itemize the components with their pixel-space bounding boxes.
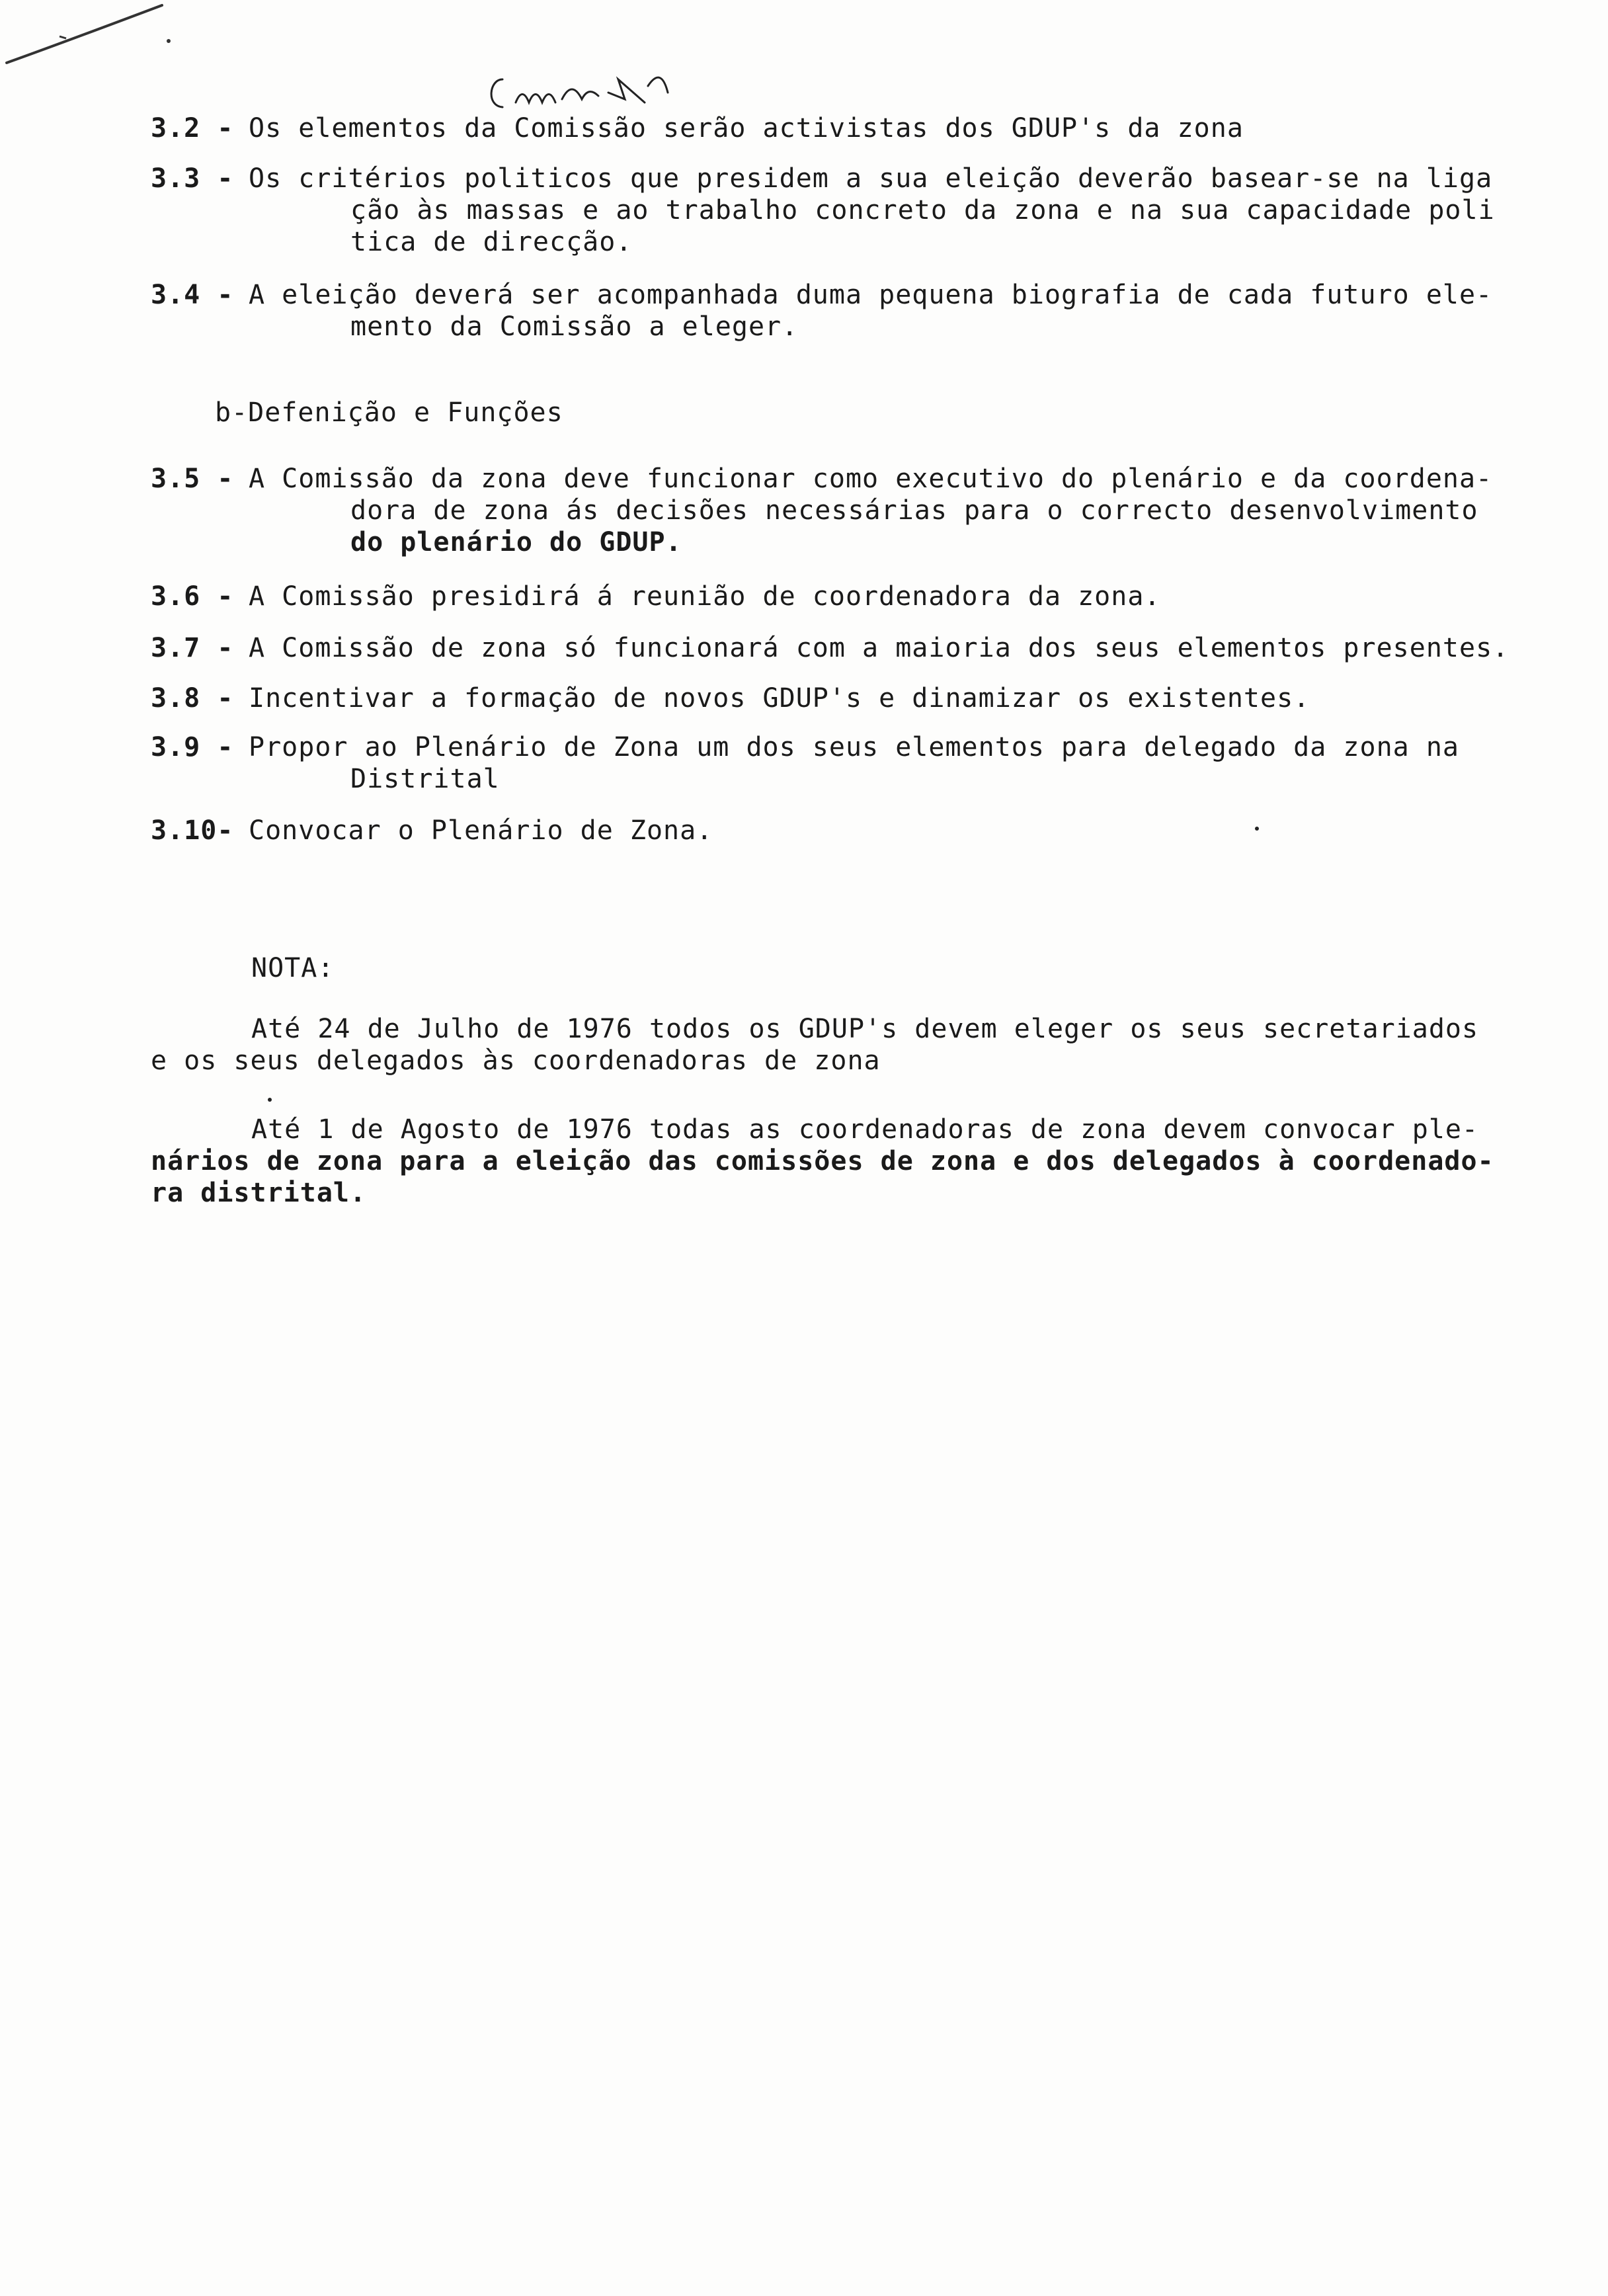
item-line: do plenário do GDUP. bbox=[350, 527, 682, 557]
nota-paragraph-1 bbox=[151, 1013, 1539, 1077]
item-3-8 bbox=[151, 682, 1526, 714]
item-line: tica de direcção. bbox=[350, 227, 633, 257]
item-number: 3.3 - bbox=[151, 163, 234, 194]
item-number: 3.4 - bbox=[151, 280, 234, 310]
item-number: 3.8 - bbox=[151, 683, 234, 714]
item-line: Os elementos da Comissão serão activistas dos GDUP's da zona bbox=[249, 113, 1244, 144]
section-heading: b-Defenição e Funções bbox=[215, 397, 563, 428]
paragraph-line: Até 24 de Julho de 1976 todos os GDUP's devem eleger os seus secretariados bbox=[251, 1014, 1479, 1044]
item-line: Propor ao Plenário de Zona um dos seus elementos para delegado da zona na bbox=[249, 732, 1459, 762]
item-3-6 bbox=[151, 581, 1526, 612]
item-number: 3.7 - bbox=[151, 633, 234, 663]
paragraph-line: nários de zona para a eleição das comissões de zona e dos delegados à coordenado- bbox=[151, 1146, 1494, 1176]
item-line: Os critérios politicos que presidem a sua eleição deverão basear-se na liga bbox=[249, 163, 1493, 194]
item-number: 3.5 - bbox=[151, 464, 234, 494]
item-line: A eleição deverá ser acompanhada duma pequena biografia de cada futuro ele- bbox=[249, 280, 1493, 310]
item-line: A Comissão da zona deve funcionar como executivo do plenário e da coordena- bbox=[249, 464, 1493, 494]
item-line: Convocar o Plenário de Zona. bbox=[249, 815, 713, 846]
item-number: 3.2 - bbox=[151, 113, 234, 144]
item-3-5 bbox=[151, 463, 1526, 558]
item-line: A Comissão de zona só funcionará com a maioria dos seus elementos presentes. bbox=[249, 633, 1509, 663]
item-line: Distrital bbox=[350, 764, 500, 794]
item-line: ção às massas e ao trabalho concreto da zona e na sua capacidade poli bbox=[350, 195, 1495, 226]
ink-speck bbox=[268, 1098, 272, 1102]
ink-speck bbox=[1255, 827, 1259, 831]
item-3-3 bbox=[151, 163, 1526, 258]
item-line: dora de zona ás decisões necessárias para o correcto desenvolvimento bbox=[350, 495, 1478, 526]
item-number: 3.10- bbox=[151, 815, 234, 846]
paragraph-line: e os seus delegados às coordenadoras de zona bbox=[151, 1046, 881, 1076]
item-3-10 bbox=[151, 815, 1526, 846]
item-3-2 bbox=[151, 112, 1526, 144]
item-line: A Comissão presidirá á reunião de coordenadora da zona. bbox=[249, 581, 1161, 612]
pen-stroke-mark bbox=[0, 0, 212, 79]
item-line: Incentivar a formação de novos GDUP's e dinamizar os existentes. bbox=[249, 683, 1310, 714]
item-3-7 bbox=[151, 632, 1526, 664]
paragraph-line: Até 1 de Agosto de 1976 todas as coordenadoras de zona devem convocar ple- bbox=[251, 1114, 1479, 1145]
item-number: 3.9 - bbox=[151, 732, 234, 762]
item-number: 3.6 - bbox=[151, 581, 234, 612]
nota-label: NOTA: bbox=[251, 953, 335, 983]
paragraph-line: ra distrital. bbox=[151, 1178, 367, 1208]
item-3-9 bbox=[151, 731, 1526, 795]
item-3-4 bbox=[151, 279, 1526, 343]
nota-paragraph-2 bbox=[151, 1114, 1539, 1209]
item-line: mento da Comissão a eleger. bbox=[350, 311, 799, 342]
